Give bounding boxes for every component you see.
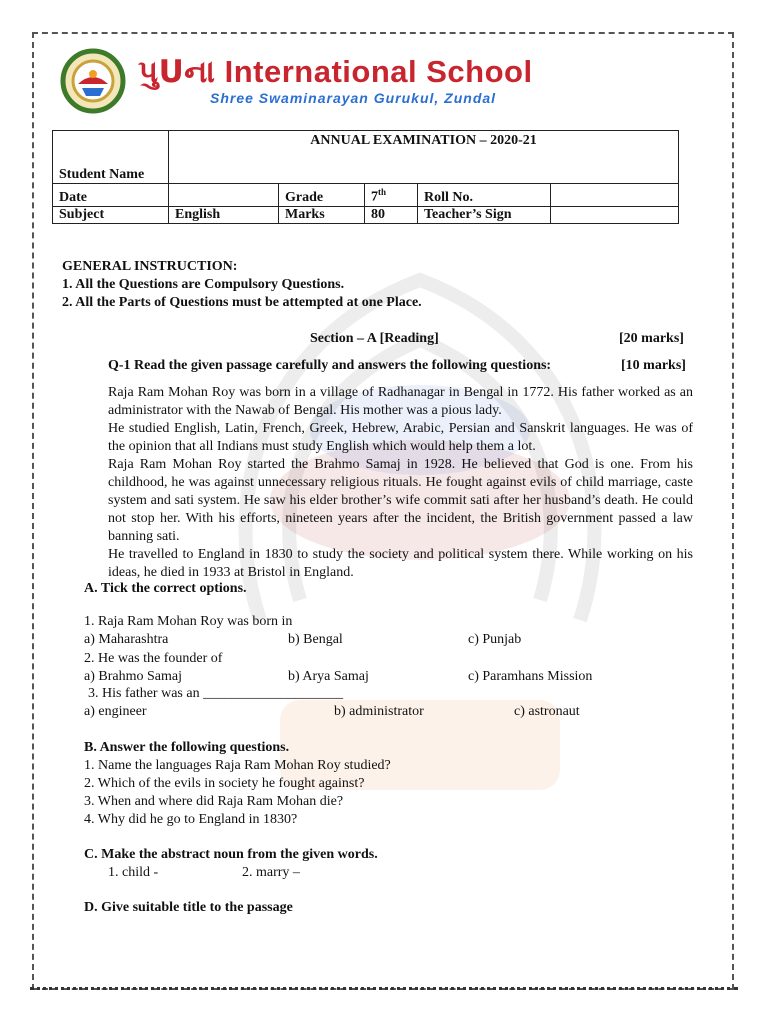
option-c[interactable]: c) Paramhans Mission <box>468 669 593 684</box>
part-b-question: 3. When and where did Raja Ram Mohan die? <box>84 794 344 809</box>
date-value <box>169 184 279 207</box>
reading-passage <box>108 384 693 582</box>
grade-value: 7th <box>365 184 418 207</box>
passage-paragraph: Raja Ram Mohan Roy started the Brahmo Samaj in 1928. He believed that God is one. From his childhood, he was against unnecessary religious rituals. He fought against evils of child marriage, caste system and sati system. He saw his elder brother’s wife commit sati after her husband’s death. He could not stop her. With his efforts, nineteen years after the incident, the British government passed a law banning sati. <box>108 457 693 544</box>
passage-paragraph: He studied English, Latin, French, Greek, Hebrew, Arabic, Persian and Sanskrit languages. He was of the opinion that all Indians must study English which would help them a lot. <box>108 421 693 454</box>
option-b[interactable]: b) Bengal <box>288 632 343 647</box>
part-b-question: 4. Why did he go to England in 1830? <box>84 812 298 827</box>
instruction-item: 2. All the Parts of Questions must be attempted at one Place. <box>62 295 422 310</box>
part-c-item: 1. child - <box>108 865 159 880</box>
part-a-heading: A. Tick the correct options. <box>84 581 247 596</box>
part-c-heading: C. Make the abstract noun from the given words. <box>84 847 378 862</box>
school-name-english: International School <box>224 54 533 89</box>
school-name <box>138 54 533 91</box>
option-c[interactable]: c) Punjab <box>468 632 522 647</box>
option-a[interactable]: a) Maharashtra <box>84 632 169 647</box>
option-a[interactable]: a) engineer <box>84 704 147 719</box>
section-title: Section – A [Reading] <box>310 331 439 346</box>
part-b-heading: B. Answer the following questions. <box>84 740 290 755</box>
subject-value: English <box>169 206 279 223</box>
passage-paragraph: He travelled to England in 1830 to study the society and political system there. While working on his ideas, he died in 1933 at Bristol in England. <box>108 547 693 580</box>
school-header <box>58 46 698 114</box>
q1-title: Q-1 Read the given passage carefully and answers the following questions: <box>108 358 552 373</box>
option-c[interactable]: c) astronaut <box>514 704 580 719</box>
marks-label: Marks <box>279 206 365 223</box>
roll-value <box>551 184 679 207</box>
school-subtitle: Shree Swaminarayan Gurukul, Zundal <box>210 90 497 106</box>
marks-value: 80 <box>365 206 418 223</box>
part-a-question: 3. His father was an ____________________ <box>88 686 344 701</box>
school-name-hindi: પુUના <box>138 54 216 90</box>
subject-label: Subject <box>53 206 169 223</box>
exam-title: ANNUAL EXAMINATION – 2020-21 <box>169 131 679 184</box>
part-b-question: 1. Name the languages Raja Ram Mohan Roy studied? <box>84 758 391 773</box>
option-b[interactable]: b) Arya Samaj <box>288 669 369 684</box>
passage-paragraph: Raja Ram Mohan Roy was born in a village of Radhanagar in Bengal in 1772. His father worked as an administrator with the Nawab of Bengal. His mother was a pious lady. <box>108 385 693 418</box>
school-logo <box>58 48 128 114</box>
part-a-question: 2. He was the founder of <box>84 651 223 666</box>
part-a-question: 1. Raja Ram Mohan Roy was born in <box>84 614 293 629</box>
option-a[interactable]: a) Brahmo Samaj <box>84 669 182 684</box>
instruction-item: 1. All the Questions are Compulsory Questions. <box>62 277 345 292</box>
grade-label: Grade <box>279 184 365 207</box>
teacher-sign-value <box>551 206 679 223</box>
student-name-label: Student Name <box>53 131 169 184</box>
part-d-heading: D. Give suitable title to the passage <box>84 900 293 915</box>
option-b[interactable]: b) administrator <box>334 704 424 719</box>
section-marks: [20 marks] <box>619 331 684 346</box>
instructions-heading: GENERAL INSTRUCTION: <box>62 259 238 274</box>
teacher-sign-label: Teacher’s Sign <box>418 206 551 223</box>
roll-label: Roll No. <box>418 184 551 207</box>
page-border-bottom <box>30 987 738 994</box>
q1-marks: [10 marks] <box>621 358 686 373</box>
student-info-table <box>52 130 679 224</box>
part-b-question: 2. Which of the evils in society he fought against? <box>84 776 365 791</box>
part-c-item: 2. marry – <box>242 865 300 880</box>
date-label: Date <box>53 184 169 207</box>
